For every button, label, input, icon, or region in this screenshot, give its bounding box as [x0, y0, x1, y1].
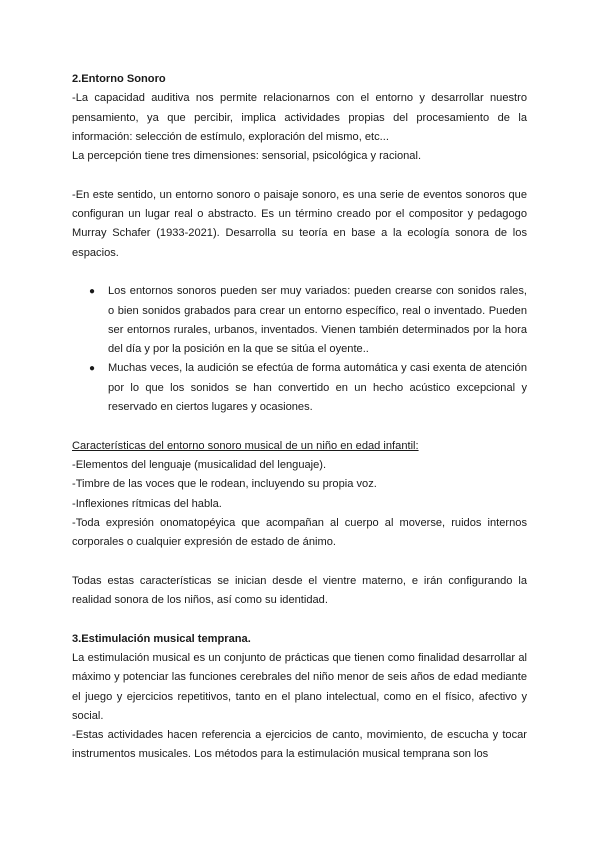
spacer	[72, 417, 527, 436]
paragraph-closing: Todas estas características se inician desde el vientre materno, e irán configurando la realidad sonora de los niños, así como su identidad.	[72, 574, 527, 607]
spacer	[72, 610, 527, 629]
paragraph-sound-environment-definition: -En este sentido, un entorno sonoro o paisaje sonoro, es una serie de eventos sonoros que configuran un lugar real o abstracto. Es un término creado por el compositor y pedagogo Murray Schafer (1933-2021). Desarrolla su teoría en base a la ecología sonora de los espacios.	[72, 188, 527, 259]
characteristic-item: -Timbre de las voces que le rodean, incluyendo su propia voz.	[72, 478, 377, 491]
characteristic-item: -Toda expresión onomatopéyica que acompañan al cuerpo al moverse, ruidos internos corporales o cualquier expresión de estado de ánimo.	[72, 516, 527, 549]
spacer	[72, 552, 527, 571]
section-3-heading: 3.Estimulación musical temprana.	[72, 632, 251, 645]
page-content	[72, 70, 527, 765]
list-item-text: Muchas veces, la audición se efectúa de forma automática y casi exenta de atención por lo que los sonidos se han convertido en un hecho acústico excepcional y reservado en ciertos lugares y ocasiones.	[108, 362, 527, 414]
list-item	[72, 282, 527, 359]
paragraph-auditory-capacity: -La capacidad auditiva nos permite relacionarnos con el entorno y desarrollar nuestro pensamiento, ya que percibir, implica actividades propias del procesamiento de la información: selección de estímulo, exploración del mismo, etc...	[72, 92, 527, 143]
characteristic-item: -Elementos del lenguaje (musicalidad del lenguaje).	[72, 458, 327, 471]
section-2-heading: 2.Entorno Sonoro	[72, 73, 166, 85]
paragraph-musical-stimulation: La estimulación musical es un conjunto de prácticas que tienen como finalidad desarrollar al máximo y potenciar las funciones cerebrales del niño menor de seis años de edad mediante el juego y ejercicios repetitivos, tanto en el plano intelectual, como en el físico, afectivo y social.	[72, 651, 527, 722]
paragraph-activities: -Estas actividades hacen referencia a ejercicios de canto, movimiento, de escucha y tocar instrumentos musicales. Los métodos para la estimulación musical temprana son los	[72, 729, 527, 761]
paragraph-perception-dimensions: La percepción tiene tres dimensiones: sensorial, psicológica y racional.	[72, 150, 422, 163]
characteristic-item: -Inflexiones rítmicas del habla.	[72, 497, 222, 510]
bullet-icon: ●	[89, 363, 96, 375]
list-item	[72, 359, 527, 417]
spacer	[72, 166, 527, 185]
bullet-list	[72, 282, 527, 417]
characteristics-title: Características del entorno sonoro musical de un niño en edad infantil:	[72, 439, 419, 452]
bullet-icon: ●	[89, 286, 96, 298]
spacer	[72, 263, 527, 282]
list-item-text: Los entornos sonoros pueden ser muy variados: pueden crearse con sonidos rales, o bien sonidos grabados para crear un entorno específico, real o inventado. Pueden ser entornos rurales, urbanos, inventados. Vienen también determinados por la hora del día y por la posición en la que se sitúa el oyente..	[108, 285, 527, 356]
